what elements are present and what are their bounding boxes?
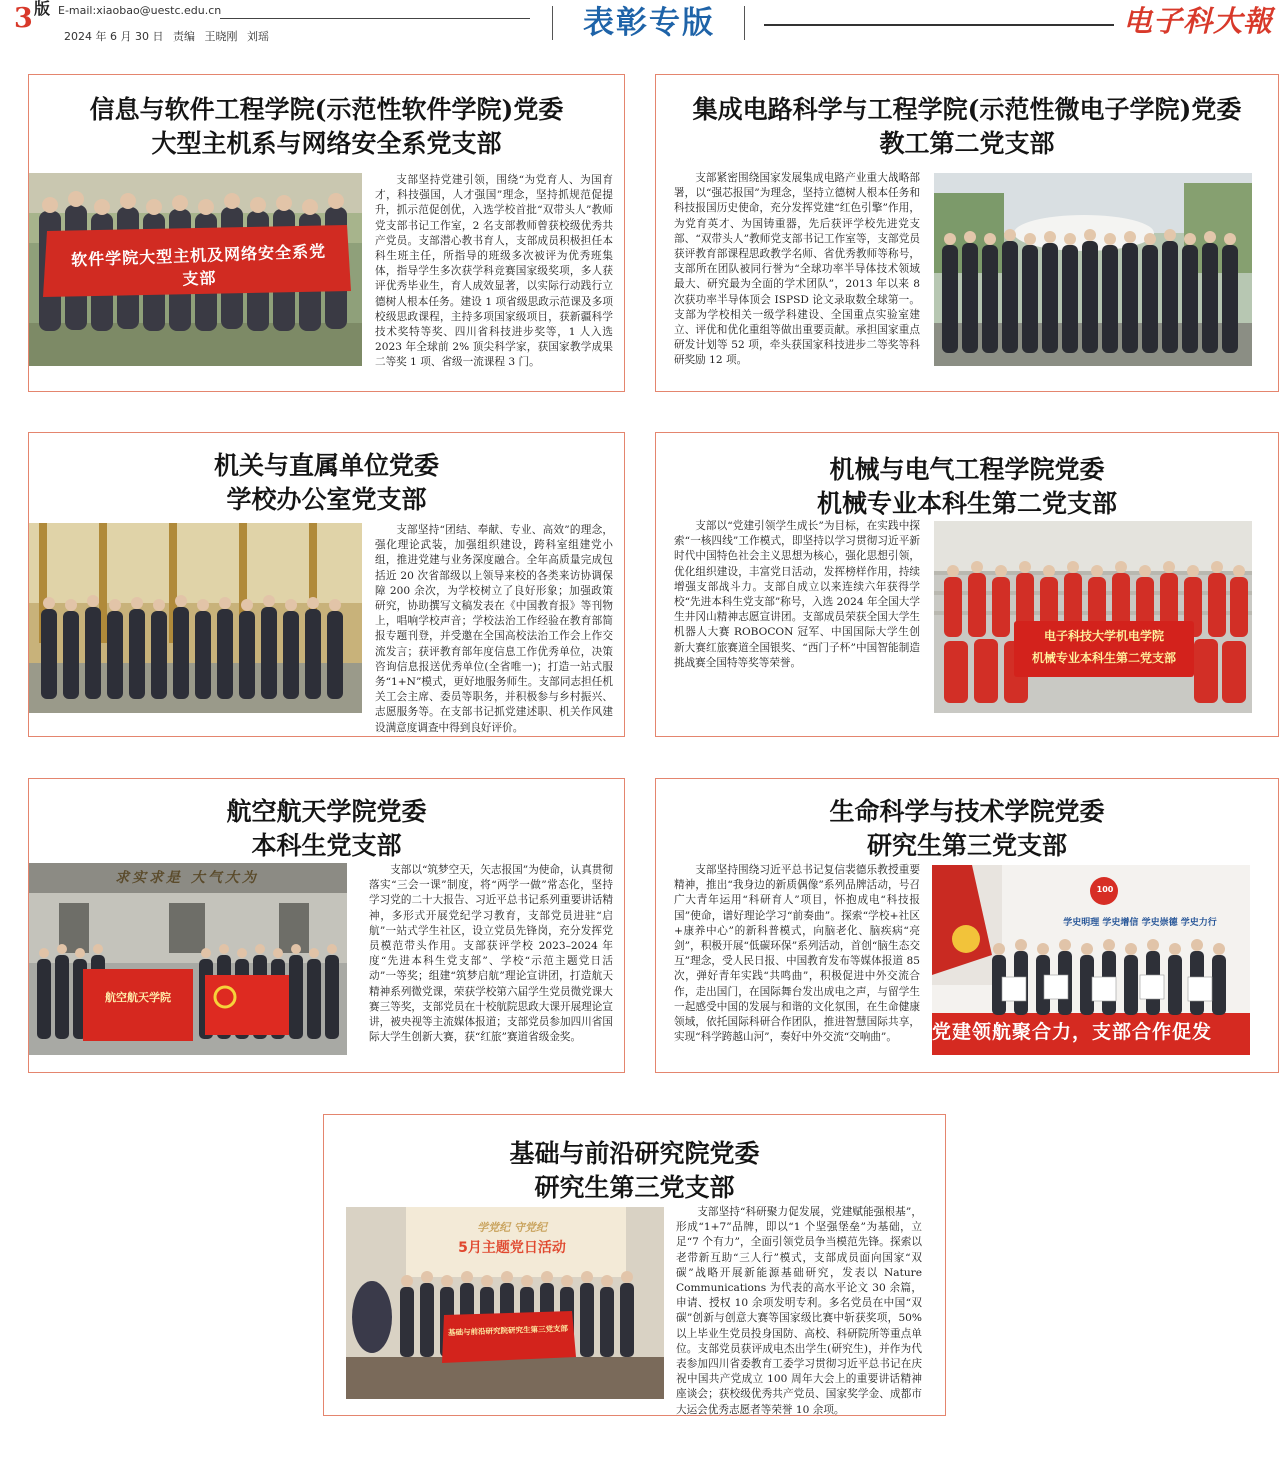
article-card xyxy=(655,778,1279,1073)
issue-date: 2024 年 6 月 30 日 xyxy=(64,30,164,43)
group-photo xyxy=(934,521,1252,713)
gate-inscription: 求实求是 大气大为 xyxy=(115,870,259,886)
title-line-2: 学校办公室党支部 xyxy=(226,485,427,514)
article-body: 支部坚持党建引领，围绕“为党育人、为国育才，科技强国，人才强国”理念，坚持抓规范促提升，抓示范促创优，入选学校首批“双带头人”教师党支部书记工作室，2 名支部教师曾获校级优秀共产党员。支部潜心教书育人，支部成员积极担任本科生班主任，所指导的班级多次被评为优秀班集体，指导学生多次获学科竞赛国家级奖项，多人获评优秀毕业生，育人成效显著，以实际行动践行立德树人根本任务。建设 1 项省级思政示范课及多项校级思政课程，主持多项国家级项目，获新疆科学技术奖特等奖、四川省科技进步奖等，1 人入选 2023 年全球前 2% 顶尖科学家，获国家教学成果二等奖 1 项、省级一流课程 3 门。 xyxy=(375,174,613,369)
screen-text-line-2: 5月主题党日活动 xyxy=(458,1240,566,1256)
header-rule-right xyxy=(764,24,1114,26)
dateline xyxy=(64,28,275,44)
screen-text-line-1: 学党纪 守党纪 xyxy=(477,1221,547,1234)
article-card xyxy=(323,1114,946,1416)
header-rule-left xyxy=(220,18,530,19)
title-line-1: 集成电路科学与工程学院(示范性微电子学院)党委 xyxy=(692,95,1242,124)
editor-name-2: 刘瑶 xyxy=(246,30,269,43)
title-line-2: 教工第二党支部 xyxy=(879,129,1055,158)
paper-name-logo: 电子科大報 xyxy=(1122,4,1273,38)
title-line-2: 研究生第三党支部 xyxy=(534,1173,735,1202)
article-body: 支部紧密围绕国家发展集成电路产业重大战略部署，以“强芯报国”为理念，坚持立德树人根本任务和科技报国历史使命，充分发挥党建“红色引擎”作用，为党育英才、为国铸重器，先后获评学校先进党支部、“双带头人”教师党支部书记工作室等，支部党员获评教育部课程思政教学名师、省优秀教师等称号，支部所在团队被同行誉为“全球功率半导体技术领域最大、研究最为全面的学术团队”，2013 年以来 8 次获功率半导体顶会 ISPSD 论文录取数全球第一。支部为学校相关一级学科建设、全国重点实验室建立、评优和优化重组等做出重要贡献。承担国家重点研发计划等 52 项，牵头获国家科技进步二等奖等科研奖励 12 项。 xyxy=(674,172,920,367)
email-address[interactable]: E-mail:xiaobao@uestc.edu.cn xyxy=(58,4,222,17)
masthead xyxy=(0,0,1280,48)
group-photo xyxy=(29,173,362,366)
group-photo xyxy=(29,523,362,713)
bottom-banner-text: 党建领航聚合力，支部合作促发 xyxy=(932,1021,1213,1043)
title-line-2: 研究生第三党支部 xyxy=(866,831,1067,860)
group-photo xyxy=(934,173,1252,366)
centennial-logo: 100 xyxy=(1096,885,1114,894)
header-divider xyxy=(744,6,745,40)
group-photo xyxy=(29,863,347,1055)
article-card xyxy=(28,74,625,392)
editor-name: 王晓刚 xyxy=(204,30,238,43)
article-title xyxy=(29,449,624,517)
banner-line-1: 电子科技大学机电学院 xyxy=(1043,629,1164,643)
group-photo xyxy=(346,1207,664,1399)
banner-text: 基础与前沿研究院研究生第三党支部 xyxy=(447,1323,569,1338)
flag-text: 航空航天学院 xyxy=(105,991,171,1004)
banner-line-2: 机械专业本科生第二党支部 xyxy=(1031,651,1176,665)
title-line-1: 生命科学与技术学院党委 xyxy=(829,797,1105,826)
article-body: 支部以“党建引领学生成长”为目标，在实践中探索“一核四线”工作模式，即坚持以学习贯彻习近平新时代中国特色社会主义思想为核心，强化思想引领，优化组织建设，丰富党日活动，发挥榜样作用，持续增强支部战斗力。支部自成立以来连续六年获得学校“先进本科生党支部”称号，入选 2024 年全国大学生井冈山精神志愿宣讲团。支部成员荣获全国大学生机器人大赛 ROBOCON 冠军、中国国际大学生创新大赛红旅赛道全国银奖、“西门子杯”中国智能制造挑战赛全国特等奖等荣誉。 xyxy=(674,520,920,669)
page-suffix: 版 xyxy=(34,0,51,18)
editor-label: 责编 xyxy=(172,30,195,43)
article-card xyxy=(28,778,625,1073)
title-line-1: 信息与软件工程学院(示范性软件学院)党委 xyxy=(89,95,564,124)
article-title xyxy=(656,453,1278,521)
title-line-1: 机械与电气工程学院党委 xyxy=(829,455,1105,484)
article-title xyxy=(656,93,1278,161)
title-line-2: 本科生党支部 xyxy=(251,831,402,860)
article-body: 支部坚持“科研聚力促发展，党建赋能强根基”，形成“1+7”品牌，即以“1 个坚强堡垒”为基础，立足“7 个有力”，全面引领党员争当模范先锋。探索以老带新互助“三人行”模式，支部成员面向国家“双碳”战略开展新能源基础研究，发表以 Nature Communications 为代表的高水平论文 30 余篇，申请、授权 10 余项发明专利。多名党员在中国“双碳”创新与创意大赛等国家级比赛中斩获奖项，50%以上毕业生党员投身国防、高校、科研院所等重点单位。支部党员获评成电杰出学生(研究生)，并作为代表参加四川省委教育工委学习贯彻习近平总书记在庆祝中国共产党成立 100 周年大会上的重要讲话精神座谈会；获校级优秀共产党员、国家奖学金、成都市大运会优秀志愿者等荣誉 10 余项。 xyxy=(676,1206,922,1416)
article-title xyxy=(656,795,1278,863)
article-body: 支部坚持“团结、奉献、专业、高效”的理念，强化理论武装，加强组织建设，跨科室组建党小组，推进党建与业务深度融合。全年高质量完成包括近 20 次省部级以上领导来校的各类来访协调保障 200 余次，为学校树立了良好形象；加强政策研究，协助撰写文稿发表在《中国教育报》等刊物上，唱响学校声音；学校法治工作经验在教育部简报专题刊登，并受邀在全国高校法治工作会上作交流发言；获评教育部年度信息工作优秀单位，决策咨询信息报送优秀单位(全省唯一)；打造一站式服务“1+N”模式，更好地服务师生。支部同志担任机关工会主席、委员等职务，并积极参与乡村振兴、志愿服务等。在支部书记抓党建述职、机关作风建设满意度调查中得到良好评价。 xyxy=(375,524,613,734)
article-body: 支部坚持围绕习近平总书记复信裴德乐教授重要精神，推出“我身边的新质偶像”系列品牌活动，号召广大青年运用“科研育人”项目，怀抱成电“科技报国”使命，谱好理论学习“前奏曲”。探索“学校+社区+康养中心”的新科普模式，向脑老化、脑疾病“亮剑”，积极开展“低碳环保”系列活动，首创“脑生态交互”理念，受人民日报、中国教育发布等媒体报道 85 次，弹好青年实践“共鸣曲”，积极促进中外交流合作，走出国门，在国际舞台发出成电之声，与留学生一起感受中国的发展与和谐的文化氛围，在生命健康领域，依托国际科研合作团队，推进智慧国际共享，实现“科学跨越山河”，奏好中外交流“交响曲”。 xyxy=(674,864,920,1044)
title-line-2: 大型主机系与网络安全系党支部 xyxy=(151,129,502,158)
title-line-1: 基础与前沿研究院党委 xyxy=(509,1139,760,1168)
article-body: 支部以“筑梦空天，矢志报国”为使命，认真贯彻落实“三会一课”制度，将“两学一做”常态化，坚持学习党的二十大报告、习近平总书记系列重要讲话精神，多形式开展党纪学习教育，支部党员进驻“启航”一站式学生社区，设立党员先锋岗，充分发挥党员模范带头作用。支部获评学校 2023–2024 年度“先进本科生党支部”、学校“示范主题党日活动”一等奖；组建“筑梦启航”理论宣讲团，打造航天精神系列微党课，荣获学校第六届学生党员微党课大赛三等奖，支部党员在十校航院思政大课开展理论宣讲，被央视等主流媒体报道；支部党员参加四川省国际大学生创新大赛，获“红旅”赛道省级金奖。 xyxy=(369,864,613,1044)
section-title: 表彰专版 xyxy=(583,5,715,41)
title-line-2: 机械专业本科生第二党支部 xyxy=(816,489,1117,518)
banner-text xyxy=(1014,625,1194,669)
wall-slogan: 学史明理 学史增信 学史崇德 学史力行 xyxy=(1063,918,1217,928)
article-card xyxy=(655,432,1279,737)
page-number: 3 xyxy=(14,3,33,34)
article-title xyxy=(29,795,624,863)
article-title xyxy=(324,1137,945,1205)
title-line-1: 航空航天学院党委 xyxy=(226,797,427,826)
article-card xyxy=(655,74,1279,392)
banner-text: 软件学院大型主机及网络安全系党支部 xyxy=(70,241,327,289)
article-card xyxy=(28,432,625,737)
title-line-1: 机关与直属单位党委 xyxy=(213,451,439,480)
article-title xyxy=(29,93,624,161)
header-divider xyxy=(552,6,553,40)
group-photo xyxy=(932,865,1250,1055)
